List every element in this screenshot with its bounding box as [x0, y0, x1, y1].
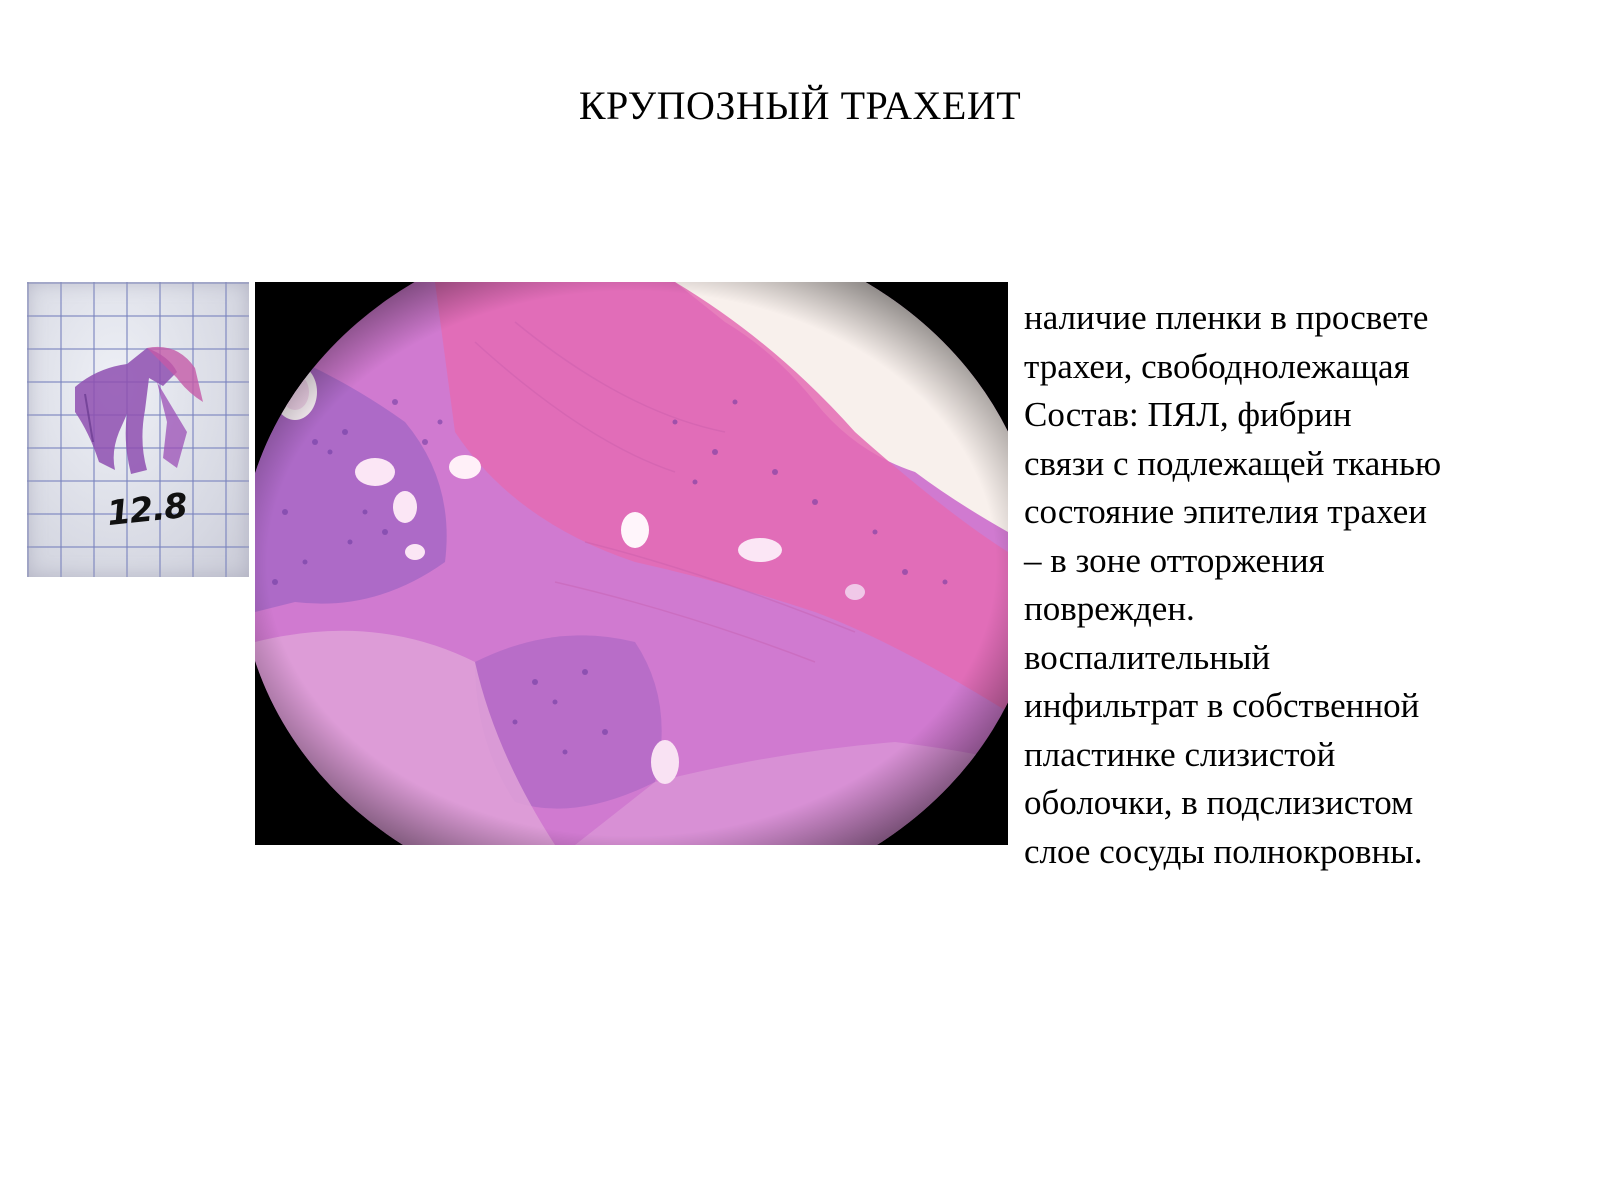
description-line: поврежден.: [1024, 589, 1195, 628]
description-line: слое сосуды полнокровны.: [1024, 831, 1423, 871]
description-line: – в зоне отторжения: [1024, 540, 1325, 580]
description-line: пластинке слизистой: [1024, 734, 1336, 774]
description-line: наличие пленки в просвете: [1024, 298, 1429, 337]
description-line: воспалительный: [1024, 637, 1271, 677]
description-line: состояние эпителия трахеи: [1024, 492, 1427, 531]
description-line: связи с подлежащей тканью: [1024, 443, 1442, 483]
glass-slide-thumbnail: [27, 282, 249, 577]
description-line: оболочки, в подслизистом: [1024, 783, 1414, 822]
slide-title: КРУПОЗНЫЙ ТРАХЕИТ: [578, 83, 1022, 128]
tracheitis-histology-illustration: [255, 282, 1008, 845]
description-line: Состав: ПЯЛ, фибрин: [1024, 395, 1352, 434]
description-line: трахеи, свободнолежащая: [1024, 346, 1410, 386]
slide-number-label: 12.8: [105, 485, 189, 535]
micrograph-image: [255, 282, 1008, 845]
description-text: [1024, 294, 1584, 876]
description-line: инфильтрат в собственной: [1024, 686, 1420, 725]
